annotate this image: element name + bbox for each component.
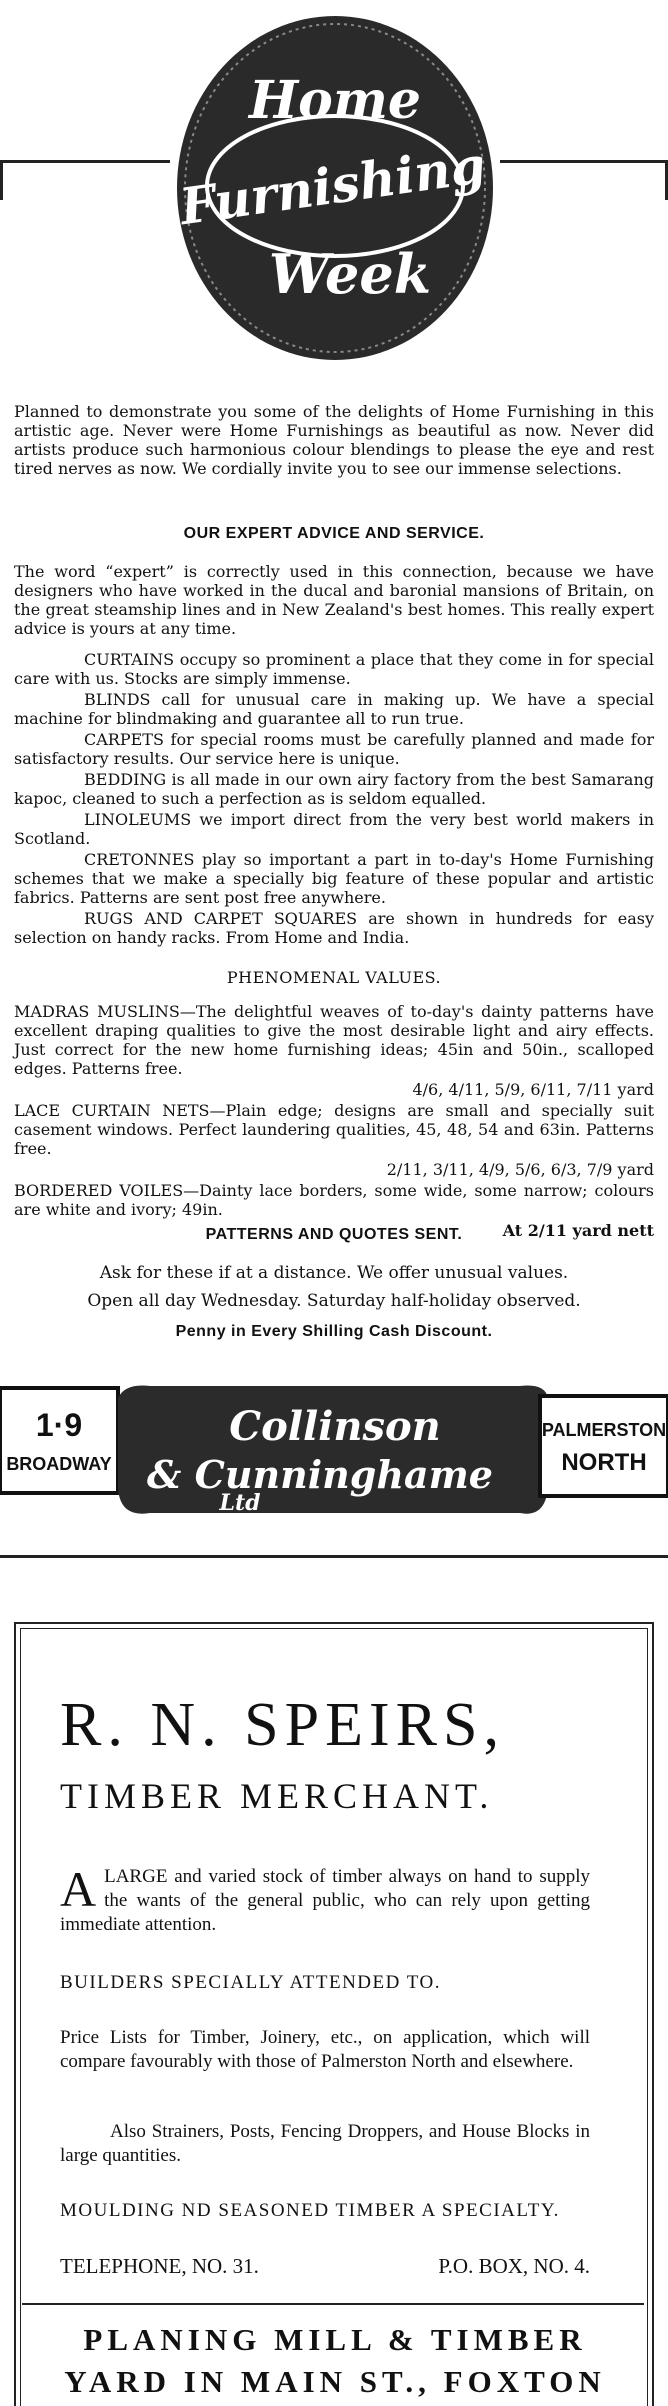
lace-prices: 2/11, 3/11, 4/9, 5/6, 6/3, 7/9 yard [386,1160,654,1179]
emblem-word-week: Week [268,242,432,306]
town-line1: PALMERSTON [541,1420,667,1440]
expert-paragraph: The word “expert” is correctly used in this connection, because we have designers who have worked in the ducal and baronial mansions of Britain, on the great steamship lines and in New Zealand's best homes. This really expert advice is yours at any time. [14,562,654,638]
speirs-telephone: TELEPHONE, NO. 31. [60,2254,259,2278]
rugs-item: RUGS AND CARPET SQUARES are shown in hundreds for easy selection on handy racks. From Home and India. [14,909,654,947]
speirs-dropcap: A [60,1861,97,1917]
speirs-subtitle: TIMBER MERCHANT. [60,1776,494,1816]
banner-name-collinson: Collinson [229,1403,441,1450]
madras-muslins-item: MADRAS MUSLINS—The delightful weaves of to-day's dainty patterns have excellent draping qualities to give the most desirable light and airy effects. Just correct for the new home furnishing ideas; 45in and 50in., scalloped edges. Patterns free. [14,1002,654,1078]
speirs-price-lists: Price Lists for Timber, Joinery, etc., on application, which will compare favourably with those of Palmerston North and elsewhere. [60,2027,590,2072]
carpets-item: CARPETS for special rooms must be carefully planned and made for satisfactory results. Our service here is unique. [14,730,654,768]
lace-curtain-nets-item: LACE CURTAIN NETS—Plain edge; designs are small and specially suit casement windows. Perfect laundering qualities, 45, 48, 54 and 63in. Patterns free. [14,1101,654,1158]
voiles-price: At 2/11 yard nett [502,1221,654,1240]
cash-discount-line: Penny in Every Shilling Cash Discount. [175,1323,493,1340]
speirs-stock-paragraph [60,1861,590,1937]
patterns-quotes-heading: PATTERNS AND QUOTES SENT. [205,1226,463,1243]
phenomenal-values-heading: PHENOMENAL VALUES. [226,968,442,987]
distance-line: Ask for these if at a distance. We offer unusual values. [99,1263,569,1283]
speirs-strainers: Also Strainers, Posts, Fencing Droppers, and House Blocks in large quantities. [60,2121,590,2166]
speirs-moulding-line: MOULDING ND SEASONED TIMBER A SPECIALTY. [60,2200,560,2221]
banner-name-ltd: Ltd [219,1490,261,1516]
banner-name-cunninghame: & Cunninghame [147,1452,493,1497]
speirs-footer-line1: PLANING MILL & TIMBER [83,2322,587,2357]
speirs-footer-line2: YARD IN MAIN ST., FOXTON [64,2364,606,2399]
linoleums-item: LINOLEUMS we import direct from the very best world makers in Scotland. [14,810,654,848]
emblem-word-home: Home [249,70,421,131]
service-list [14,650,654,949]
values-list [14,1002,654,1242]
home-furnishing-week-emblem [170,8,500,368]
expert-advice-heading: OUR EXPERT ADVICE AND SERVICE. [183,525,485,542]
address-number: 1·9 [35,1407,83,1443]
address-street: BROADWAY [6,1454,112,1474]
speirs-builders-line: BUILDERS SPECIALLY ATTENDED TO. [60,1972,441,1993]
emblem-word-furnishing: Furnishing [176,135,489,237]
bedding-item: BEDDING is all made in our own airy factory from the best Samarang kapoc, cleaned to such a perfection as is seldom equalled. [14,770,654,808]
speirs-divider [22,2303,644,2305]
header-rule-tick-left [0,160,3,200]
speirs-stock-text: LARGE and varied stock of timber always on hand to supply the wants of the general public, who can rely upon getting immediate attention. [60,1866,590,1935]
cretonnes-item: CRETONNES play so important a part in to-day's Home Furnishing schemes that we make a specially big feature of these popular and artistic fabrics. Patterns are sent post free anywhere. [14,850,654,907]
town-line2: NORTH [561,1449,647,1476]
speirs-contact-line [60,2254,590,2278]
intro-paragraph: Planned to demonstrate you some of the delights of Home Furnishing in this artistic age. Never were Home Furnishings as beautiful as now. Never did artists produce such harmonious colour blendings to please the eye and rest tired nerves as now. We cordially invite you to see our immense selections. [14,402,654,478]
bordered-voiles-item: BORDERED VOILES—Dainty lace borders, some wide, some narrow; colours are white and ivory; 49in. [14,1181,654,1219]
home-furnishing-week-header [0,0,668,385]
header-rule-right [500,160,668,163]
speirs-title: R. N. SPEIRS, [60,1691,505,1759]
curtains-item: CURTAINS occupy so prominent a place that they come in for special care with us. Stocks are simply immense. [14,650,654,688]
madras-prices: 4/6, 4/11, 5/9, 6/11, 7/11 yard [412,1080,654,1099]
collinson-cunninghame-banner [0,1378,668,1578]
speirs-pobox: P.O. BOX, NO. 4. [438,2254,590,2278]
header-rule-left [0,160,170,163]
opening-hours-line: Open all day Wednesday. Saturday half-holiday observed. [87,1291,581,1311]
town-box [540,1396,668,1496]
section-rule [0,1555,668,1558]
blinds-item: BLINDS call for unusual care in making up. We have a special machine for blindmaking and guarantee all to run true. [14,690,654,728]
